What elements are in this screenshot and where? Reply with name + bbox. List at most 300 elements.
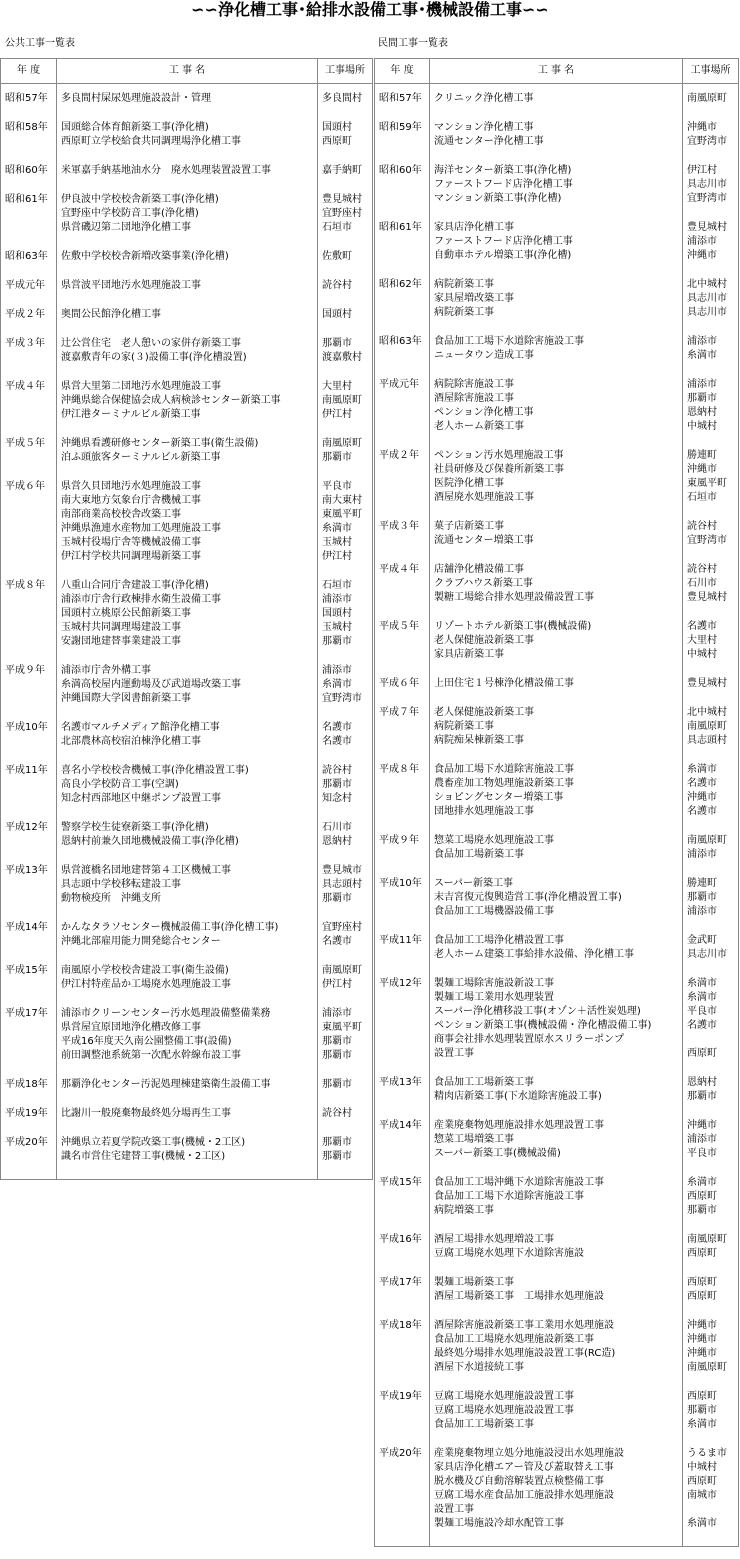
project-location: 名護市 [687, 806, 717, 817]
project-location: 伊江村 [322, 551, 352, 562]
project-name-cell [57, 1107, 318, 1121]
project-name: 脱水機及び自動溶解装置点検整備工事 [434, 1476, 604, 1487]
project-location: 那覇市 [322, 636, 352, 647]
year-block-row [375, 877, 739, 919]
location-cell [683, 1233, 739, 1261]
project-location: 沖縄市 [687, 1120, 717, 1131]
project-name: クラブハウス新築工事 [434, 578, 533, 589]
project-name: 豆腐工場廃水処理施設設置工事 [434, 1391, 574, 1402]
year-cell [375, 977, 430, 1061]
private-works-column [374, 58, 738, 1547]
project-name: 食品加工工場沖縄下水道除害施設工事 [434, 1177, 604, 1188]
project-name: 伊良波中学校校舎新築工事(浄化槽) [61, 194, 219, 205]
year-cell [375, 278, 430, 320]
year-cell [1, 921, 57, 949]
project-name-cell [430, 1319, 683, 1375]
year-block-row [375, 834, 739, 862]
project-name: 流通センター増築工事 [434, 535, 534, 546]
year-cell [375, 378, 430, 434]
project-name-cell [430, 677, 683, 691]
location-cell [318, 579, 373, 649]
year-label: 昭和61年 [379, 222, 422, 233]
year-label: 昭和62年 [379, 279, 422, 290]
project-name: ニュータウン造成工事 [434, 350, 534, 361]
year-label: 平成元年 [5, 280, 45, 291]
project-name: 豆腐工場廃水処理下水道除害施設 [434, 1248, 584, 1259]
location-cell [683, 221, 739, 263]
project-location: 豊見城村 [322, 194, 362, 205]
project-location: 宜野湾市 [687, 193, 727, 204]
project-name: 製糖工場総合排水処理設備設置工事 [434, 592, 594, 603]
project-location: 伊江村 [322, 409, 352, 420]
project-location: 平良市 [322, 481, 352, 492]
project-name: 平成16年度天久南公園整備工事(設備) [61, 1036, 232, 1047]
project-location: 豊見城市 [322, 865, 362, 876]
project-location: 浦添市 [687, 906, 717, 917]
project-location: 石垣市 [687, 492, 717, 503]
project-name-cell [430, 520, 683, 548]
project-name-cell [57, 1136, 318, 1164]
project-location: 勝連町 [687, 878, 717, 889]
year-cell [375, 221, 430, 263]
project-name: 泊ふ頭旅客ターミナルビル新築工事 [61, 452, 221, 463]
project-name: 名護市マルチメディア館浄化槽工事 [61, 722, 220, 733]
project-name: 南風原小学校校舎建設工事(衛生設備) [61, 965, 229, 976]
project-location: 糸満市 [687, 764, 717, 775]
project-location: 南風原町 [687, 93, 727, 104]
year-block-row [1, 964, 373, 992]
project-name-cell [57, 721, 318, 749]
year-block-row [375, 977, 739, 1061]
project-name-cell [430, 706, 683, 748]
project-location: 西原町 [322, 136, 352, 147]
project-location: 国頭村 [322, 608, 352, 619]
year-label: 平成15年 [5, 965, 48, 976]
project-name: 那覇浄化センター汚泥処理棟建築衛生設備工事 [61, 1079, 271, 1090]
year-label: 平成９年 [379, 835, 419, 846]
project-name: ファーストフード店浄化槽工事 [434, 179, 573, 190]
project-name: 渡嘉敷青年の家(３)設備工事(浄化槽設置) [61, 352, 247, 363]
project-name-cell [57, 579, 318, 649]
year-block-row [375, 563, 739, 605]
year-cell [375, 1276, 430, 1304]
project-name: 識名市営住宅建替工事(機械・2工区) [61, 1151, 226, 1162]
location-cell [318, 721, 373, 749]
year-block-row [375, 335, 739, 363]
project-location: 国頭村 [322, 122, 352, 133]
location-cell [683, 763, 739, 819]
project-name: 沖縄県漁連水産物加工処理施設工事 [61, 523, 221, 534]
project-name: 製麺工場除害施設新設工事 [434, 978, 554, 989]
project-name-cell [57, 121, 318, 149]
project-location: 那覇市 [687, 1205, 717, 1216]
project-name: 菓子店新築工事 [434, 521, 504, 532]
project-name: 県営渡橋名団地建替第４工区機械工事 [61, 865, 231, 876]
project-name: 沖縄県立若夏学院改築工事(機械・2工区) [61, 1137, 246, 1148]
year-cell [375, 620, 430, 662]
year-label: 平成６年 [5, 481, 45, 492]
project-location: 那覇市 [687, 1091, 717, 1102]
project-name: 豆腐工場水産食品加工施設排水処理施設 [434, 1490, 614, 1501]
project-name: マンション浄化槽工事 [434, 122, 534, 133]
project-name: 病院痴呆棟新築工事 [434, 735, 524, 746]
private-header-row [375, 59, 739, 84]
project-location: 名護市 [322, 722, 352, 733]
year-label: 平成３年 [379, 521, 419, 532]
project-location: 中城村 [687, 1462, 717, 1473]
year-cell [1, 1007, 57, 1063]
project-name: 県営久貝団地汚水処理施設工事 [61, 481, 201, 492]
location-cell [683, 520, 739, 548]
project-name-cell [57, 864, 318, 906]
project-name-cell [57, 480, 318, 564]
project-name: スーパー新築工事 [434, 878, 513, 889]
project-location: うるま市 [687, 1448, 727, 1459]
project-name: リゾートホテル新築工事(機械設備) [434, 621, 592, 632]
project-location: 浦添市 [687, 849, 717, 860]
location-cell [318, 1007, 373, 1063]
project-location: 読谷村 [687, 564, 717, 575]
year-label: 平成18年 [379, 1320, 422, 1331]
location-cell [683, 1447, 739, 1531]
location-cell [683, 706, 739, 748]
project-location: 宜野湾市 [687, 535, 727, 546]
project-name-cell [430, 1390, 683, 1432]
project-name: 酒屋除害施設工事 [434, 393, 514, 404]
project-name-cell [430, 834, 683, 862]
project-name: 辻公営住宅 老人憩いの家併存新築工事 [61, 338, 241, 349]
year-cell [375, 706, 430, 748]
location-cell [683, 278, 739, 320]
project-name-cell [430, 164, 683, 206]
project-name: 南部商業高校校舎改築工事 [61, 509, 181, 520]
location-cell [683, 1319, 739, 1375]
year-block-row [1, 664, 373, 706]
project-location: 知念村 [322, 793, 352, 804]
project-name: ペンション浄化槽工事 [434, 407, 534, 418]
header-location: 工事場所 [318, 59, 373, 84]
location-cell [683, 877, 739, 919]
year-block-row [1, 337, 373, 365]
project-name: 浦添市クリーンセンター汚水処理設備整備業務 [61, 1008, 271, 1019]
project-name: 自動車ホテル増築工事(浄化槽) [434, 250, 572, 261]
project-name: 農畜産加工物処理施設新築工事 [434, 778, 574, 789]
year-cell [375, 520, 430, 548]
project-name: 食品加工工場下水道除害施設工事 [434, 336, 584, 347]
year-label: 平成14年 [5, 922, 48, 933]
project-name: 製麺工場施設冷却水配管工事 [434, 1518, 564, 1529]
year-block-row [1, 764, 373, 806]
project-name: 知念村西部地区中継ポンプ設置工事 [61, 793, 221, 804]
year-label: 平成20年 [379, 1448, 422, 1459]
year-cell [1, 864, 57, 906]
year-label: 昭和58年 [5, 122, 48, 133]
project-location: 佐敷町 [322, 251, 352, 262]
location-cell [683, 620, 739, 662]
year-label: 昭和63年 [5, 251, 48, 262]
year-label: 昭和60年 [379, 165, 422, 176]
year-cell [1, 764, 57, 806]
project-name-cell [430, 977, 683, 1061]
project-location: 浦添市 [687, 379, 717, 390]
project-location: 名護市 [322, 736, 352, 747]
year-block-row [375, 1447, 739, 1531]
year-label: 昭和57年 [5, 93, 48, 104]
year-block-row [1, 921, 373, 949]
year-cell [375, 1447, 430, 1531]
year-block-row [375, 92, 739, 106]
year-block-row [375, 1233, 739, 1261]
year-cell [1, 1078, 57, 1092]
project-name: 食品加工工場新築工事 [434, 1419, 534, 1430]
year-block-row [1, 821, 373, 849]
year-cell [1, 308, 57, 322]
project-name: 老人ホーム建築工事給排水設備、浄化槽工事 [434, 949, 634, 960]
project-name: 惣菜工場増築工事 [434, 1134, 514, 1145]
project-location: 那覇市 [322, 893, 352, 904]
project-name: 末吉宮復元復興造営工事(浄化槽設置工事) [434, 892, 622, 903]
year-block-row [375, 1119, 739, 1161]
year-block-row [375, 934, 739, 962]
project-name-cell [430, 934, 683, 962]
project-name-cell [430, 92, 683, 106]
year-label: 平成８年 [5, 580, 45, 591]
project-name: 商事会社排水処理装置原水スリラーポンプ [434, 1034, 624, 1045]
project-location: 那覇市 [322, 779, 352, 790]
project-name-cell [430, 563, 683, 605]
project-name: 豆腐工場廃水処理施設設置工事 [434, 1405, 574, 1416]
project-location: 豊見城村 [687, 678, 727, 689]
project-location: 那覇市 [687, 892, 717, 903]
project-location: 名護市 [687, 778, 717, 789]
project-location: 浦添市 [687, 336, 717, 347]
year-label: 平成15年 [379, 1177, 422, 1188]
project-location: 那覇市 [687, 1405, 717, 1416]
project-name: 精肉店新築工事(下水道除害施設工事) [434, 1091, 602, 1102]
project-name: 酒屋工場新築工事 工場排水処理施設 [434, 1291, 604, 1302]
year-cell [1, 1136, 57, 1164]
location-cell [318, 664, 373, 706]
year-label: 平成16年 [379, 1234, 422, 1245]
project-location: 平良市 [687, 1006, 717, 1017]
project-location: 南風原町 [322, 965, 362, 976]
year-cell [1, 92, 57, 106]
year-cell [1, 579, 57, 649]
project-location: 東風平町 [322, 509, 362, 520]
project-name: 店舗浄化槽設備工事 [434, 564, 524, 575]
project-name: ファーストフード店浄化槽工事 [434, 236, 573, 247]
year-block-row [375, 449, 739, 505]
project-location: 石垣市 [322, 580, 352, 591]
project-name: 県営屋宜原団地浄化槽改修工事 [61, 1022, 201, 1033]
year-cell [375, 1233, 430, 1261]
project-name: スーパー浄化槽移設工事(オゾン＋活性炭処理) [434, 1006, 641, 1017]
project-location: 渡嘉敷村 [322, 352, 362, 363]
project-name-cell [430, 1176, 683, 1218]
header-project-name: 工 事 名 [430, 59, 683, 84]
project-name: 酒屋下水道接続工事 [434, 1362, 524, 1373]
location-cell [318, 193, 373, 235]
project-name: 家具店浄化槽工事 [434, 222, 514, 233]
location-cell [318, 964, 373, 992]
project-location: 南風原町 [687, 835, 727, 846]
project-location: 沖縄市 [687, 1334, 717, 1345]
project-location: 読谷村 [322, 765, 352, 776]
year-cell [375, 763, 430, 819]
year-block-row [1, 279, 373, 293]
project-location: 南大東村 [322, 495, 362, 506]
project-name-cell [430, 335, 683, 363]
project-location: 南風原町 [322, 395, 362, 406]
project-name: 多良間村屎尿処理施設設計・管理 [61, 93, 211, 104]
year-cell [1, 164, 57, 178]
project-location: 具志川市 [687, 179, 727, 190]
project-location: 浦添市 [322, 665, 352, 676]
project-name: かんなタラソセンター機械設備工事(浄化槽工事) [61, 922, 279, 933]
project-name: 食品加工場新築工事 [434, 849, 524, 860]
project-name: 奥間公民館浄化槽工事 [61, 309, 161, 320]
project-name-cell [57, 1078, 318, 1092]
project-location: 伊江村 [687, 165, 717, 176]
project-name: 具志頭中学校移転建設工事 [61, 879, 181, 890]
project-location: 東風平町 [322, 1022, 362, 1033]
project-name: 団地排水処理施設工事 [434, 806, 534, 817]
project-name: 警察学校生徒寮新築工事(浄化槽) [61, 822, 209, 833]
location-cell [318, 1107, 373, 1121]
project-name: 国頭村立桃原公民館新築工事 [61, 608, 191, 619]
project-name-cell [430, 763, 683, 819]
project-location: 宜野座村 [322, 208, 362, 219]
year-label: 平成10年 [5, 722, 48, 733]
project-name: 前田調整池系統第一次配水幹線布設工事 [61, 1050, 241, 1061]
year-cell [1, 821, 57, 849]
project-name: 玉城村共同調理場建設工事 [61, 622, 181, 633]
project-location: 玉城村 [322, 622, 352, 633]
year-block-row [375, 1076, 739, 1104]
project-location: 那覇市 [322, 1151, 352, 1162]
project-location: 名護市 [687, 621, 717, 632]
year-block-row [375, 1390, 739, 1432]
project-name: 喜名小学校校舎機械工事(浄化槽設置工事) [61, 765, 249, 776]
private-works-table [374, 58, 739, 1547]
project-location: 沖縄市 [687, 1320, 717, 1331]
project-location: 那覇市 [322, 452, 352, 463]
year-label: 平成４年 [5, 381, 45, 392]
project-name: 老人保健施設新築工事 [434, 635, 534, 646]
location-cell [683, 1176, 739, 1218]
project-name: 沖縄県総合保健協会成人病検診センター新築工事 [61, 395, 281, 406]
year-cell [1, 279, 57, 293]
location-cell [683, 92, 739, 106]
project-name: 沖縄北部雇用能力開発総合センター [61, 936, 221, 947]
year-label: 平成７年 [379, 707, 419, 718]
year-cell [375, 1319, 430, 1375]
project-location [687, 1503, 738, 1517]
year-block-row [375, 278, 739, 320]
location-cell [318, 480, 373, 564]
header-project-name: 工 事 名 [57, 59, 318, 84]
year-label: 平成17年 [5, 1008, 48, 1019]
project-location: 中城村 [687, 649, 717, 660]
year-cell [375, 449, 430, 505]
project-name: 動物検疫所 沖縄支所 [61, 893, 161, 904]
project-name: 宜野座中学校防音工事(浄化槽) [61, 208, 199, 219]
project-name: 上田住宅１号棟浄化槽設備工事 [434, 678, 574, 689]
year-label: 平成10年 [379, 878, 422, 889]
project-location: 西原町 [687, 1476, 717, 1487]
project-location: 那覇市 [687, 393, 717, 404]
project-location: 糸満市 [687, 350, 717, 361]
year-block-row [375, 164, 739, 206]
project-name: 伊江村学校共同調理場新築工事 [61, 551, 201, 562]
year-label: 平成２年 [5, 309, 45, 320]
public-header-row [1, 59, 373, 84]
project-name: 佐敷中学校校舎新増改築事業(浄化槽) [61, 251, 229, 262]
year-block-row [375, 706, 739, 748]
project-name-cell [430, 449, 683, 505]
project-name: 南大東地方気象台庁舎機械工事 [61, 495, 201, 506]
project-location: 南風原町 [322, 438, 362, 449]
project-name: 県営波平団地汚水処理施設工事 [61, 280, 201, 291]
location-cell [683, 563, 739, 605]
project-location: 南風原町 [687, 1362, 727, 1373]
project-name: 恩納村前兼久団地機械設備工事(浄化槽) [61, 836, 239, 847]
project-location: 西原町 [687, 1248, 717, 1259]
project-name: 家具店新築工事 [434, 649, 504, 660]
project-location: 那覇市 [322, 1137, 352, 1148]
year-block-row [1, 121, 373, 149]
project-name: 設置工事 [434, 1504, 474, 1515]
project-location: 石川市 [687, 578, 717, 589]
project-location: 浦添市 [687, 1134, 717, 1145]
project-name: 社員研修及び保養所新築工事 [434, 464, 564, 475]
project-name-cell [57, 921, 318, 949]
project-location: 勝連町 [687, 450, 717, 461]
project-location: 石川市 [322, 822, 352, 833]
project-name: 米軍嘉手納基地油水分 廃水処理装置設置工事 [61, 165, 271, 176]
location-cell [683, 834, 739, 862]
project-location: 大里村 [687, 635, 717, 646]
project-location: 大里村 [322, 381, 352, 392]
year-label: 平成４年 [379, 564, 419, 575]
project-name: 惣菜工場廃水処理施設工事 [434, 835, 554, 846]
project-name-cell [57, 337, 318, 365]
project-name: ペンション新築工事(機械設備・浄化槽設備工事) [434, 1020, 652, 1031]
project-location: 浦添市 [322, 1008, 352, 1019]
project-location: 具志頭村 [322, 879, 362, 890]
project-name: 医院浄化槽工事 [434, 478, 504, 489]
year-block-row [375, 221, 739, 263]
project-location: 豊見城村 [687, 592, 727, 603]
public-section-label: 公共工事一覧表 [5, 38, 75, 49]
location-cell [318, 121, 373, 149]
header-location: 工事場所 [683, 59, 739, 84]
year-label: 昭和63年 [379, 336, 422, 347]
year-block-row [1, 579, 373, 649]
header-year: 年 度 [375, 59, 430, 84]
location-cell [683, 121, 739, 149]
project-name: 酒屋工場排水処理増設工事 [434, 1234, 554, 1245]
year-label: 平成14年 [379, 1120, 422, 1131]
project-name: 県営大里第二団地汚水処理施設工事 [61, 381, 221, 392]
project-location: 宜野湾市 [687, 136, 727, 147]
project-name: 食品加工工場下水道除害施設工事 [434, 1191, 584, 1202]
project-location: 糸満市 [687, 1518, 717, 1529]
year-cell [1, 664, 57, 706]
project-location: 沖縄市 [687, 1348, 717, 1359]
header-year: 年 度 [1, 59, 57, 84]
project-name: 沖縄国際大学図書館新築工事 [61, 693, 191, 704]
